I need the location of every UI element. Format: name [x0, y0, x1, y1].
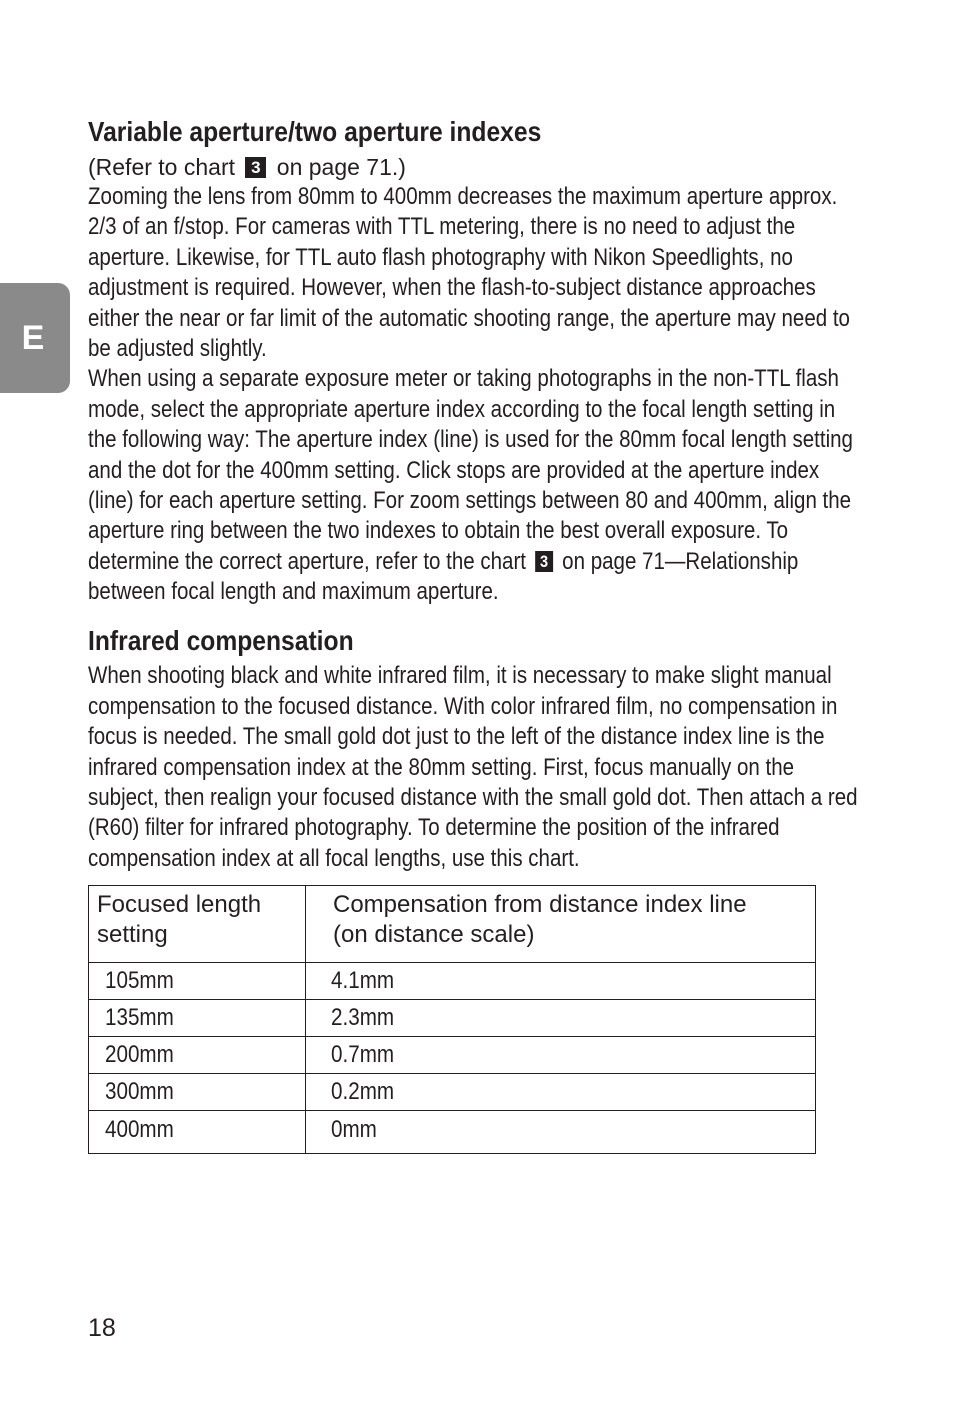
infrared-body: [88, 661, 908, 874]
table-cell-compensation: [306, 1037, 816, 1074]
table-cell-focal: [89, 1074, 306, 1111]
table-cell-compensation: [306, 1074, 816, 1111]
body-line: (line) for each aperture setting. For zoom settings between 80 and 400mm, align the: [88, 486, 852, 514]
infrared-compensation-table: [88, 885, 816, 1154]
cell-text: 105mm: [105, 967, 174, 994]
table-cell-focal: [89, 1111, 306, 1154]
body-line: compensation to the focused distance. With color infrared film, no compensation in: [88, 692, 838, 720]
cell-text: 4.1mm: [331, 967, 395, 994]
body-line: adjustment is required. However, when the flash-to-subject distance approaches: [88, 274, 816, 302]
cell-text: 0mm: [331, 1116, 377, 1143]
cell-text: 200mm: [105, 1041, 174, 1068]
body-line: Zooming the lens from 80mm to 400mm decreases the maximum aperture approx.: [88, 183, 838, 210]
body-line: the following way: The aperture index (line) is used for the 80mm focal length setting: [88, 426, 853, 454]
body-line: be adjusted slightly.: [88, 334, 267, 362]
refer-prefix: (Refer to chart: [88, 154, 235, 180]
table-cell-focal: [89, 1000, 306, 1037]
body-line: When shooting black and white infrared film, it is necessary to make slight manual: [88, 662, 832, 690]
header-line: (on distance scale): [333, 921, 535, 948]
table-row: [89, 1000, 816, 1037]
table-row: [89, 1111, 816, 1154]
table-row: [89, 1037, 816, 1074]
body-line-with-chart-ref: [88, 547, 799, 577]
section-heading-infrared: Infrared compensation: [88, 625, 354, 657]
body-line: aperture ring between the two indexes to obtain the best overall exposure. To: [88, 517, 789, 545]
body-line: compensation index at all focal lengths, use this chart.: [88, 844, 580, 872]
cell-text: 300mm: [105, 1078, 174, 1105]
page-number: 18: [88, 1314, 116, 1342]
cell-text: 400mm: [105, 1116, 174, 1143]
table-cell-focal: [89, 963, 306, 1000]
table-header-focal-length: [89, 886, 306, 963]
body-line: focus is needed. The small gold dot just to the left of the distance index line is the: [88, 723, 825, 751]
table-header-compensation: [306, 886, 816, 963]
body-line: mode, select the appropriate aperture index according to the focal length setting in: [88, 395, 836, 423]
language-tab-label: E: [21, 318, 45, 357]
table-cell-focal: [89, 1037, 306, 1074]
chart-number-badge: 3: [535, 551, 553, 572]
table-cell-compensation: [306, 963, 816, 1000]
language-tab: [0, 283, 70, 393]
table-row: [89, 1074, 816, 1111]
body-line-prefix: determine the correct aperture, refer to the chart: [88, 547, 526, 575]
cell-text: 2.3mm: [331, 1004, 395, 1031]
body-line: subject, then realign your focused distance with the small gold dot. Then attach a red: [88, 784, 858, 812]
chart-number-badge: 3: [245, 157, 266, 178]
table-cell-compensation: [306, 1000, 816, 1037]
header-line: Focused length: [97, 891, 262, 918]
body-line: either the near or far limit of the automatic shooting range, the aperture may need to: [88, 304, 850, 332]
body-line: (R60) filter for infrared photography. To determine the position of the infrared: [88, 814, 780, 842]
variable-aperture-body: [88, 182, 908, 607]
body-line: and the dot for the 400mm setting. Click stops are provided at the aperture index: [88, 456, 820, 484]
table-header-row: [89, 886, 816, 963]
cell-text: 0.2mm: [331, 1078, 395, 1105]
refer-suffix: on page 71.): [276, 154, 406, 180]
table-row: [89, 963, 816, 1000]
page-content: [88, 112, 908, 874]
section-heading-variable-aperture: Variable aperture/two aperture indexes: [88, 116, 542, 147]
header-line: Compensation from distance index line: [333, 891, 747, 918]
table-cell-compensation: [306, 1111, 816, 1154]
body-line-suffix: on page 71—Relationship: [562, 547, 799, 575]
refer-to-chart-note: [88, 152, 908, 182]
body-line: 2/3 of an f/stop. For cameras with TTL metering, there is no need to adjust the: [88, 213, 796, 241]
header-line: setting: [97, 921, 168, 948]
body-line: When using a separate exposure meter or taking photographs in the non-TTL flash: [88, 365, 839, 393]
body-line: aperture. Likewise, for TTL auto flash photography with Nikon Speedlights, no: [88, 243, 793, 271]
body-line: between focal length and maximum aperture.: [88, 578, 499, 606]
cell-text: 0.7mm: [331, 1041, 395, 1068]
body-line: infrared compensation index at the 80mm setting. First, focus manually on the: [88, 753, 795, 781]
cell-text: 135mm: [105, 1004, 174, 1031]
